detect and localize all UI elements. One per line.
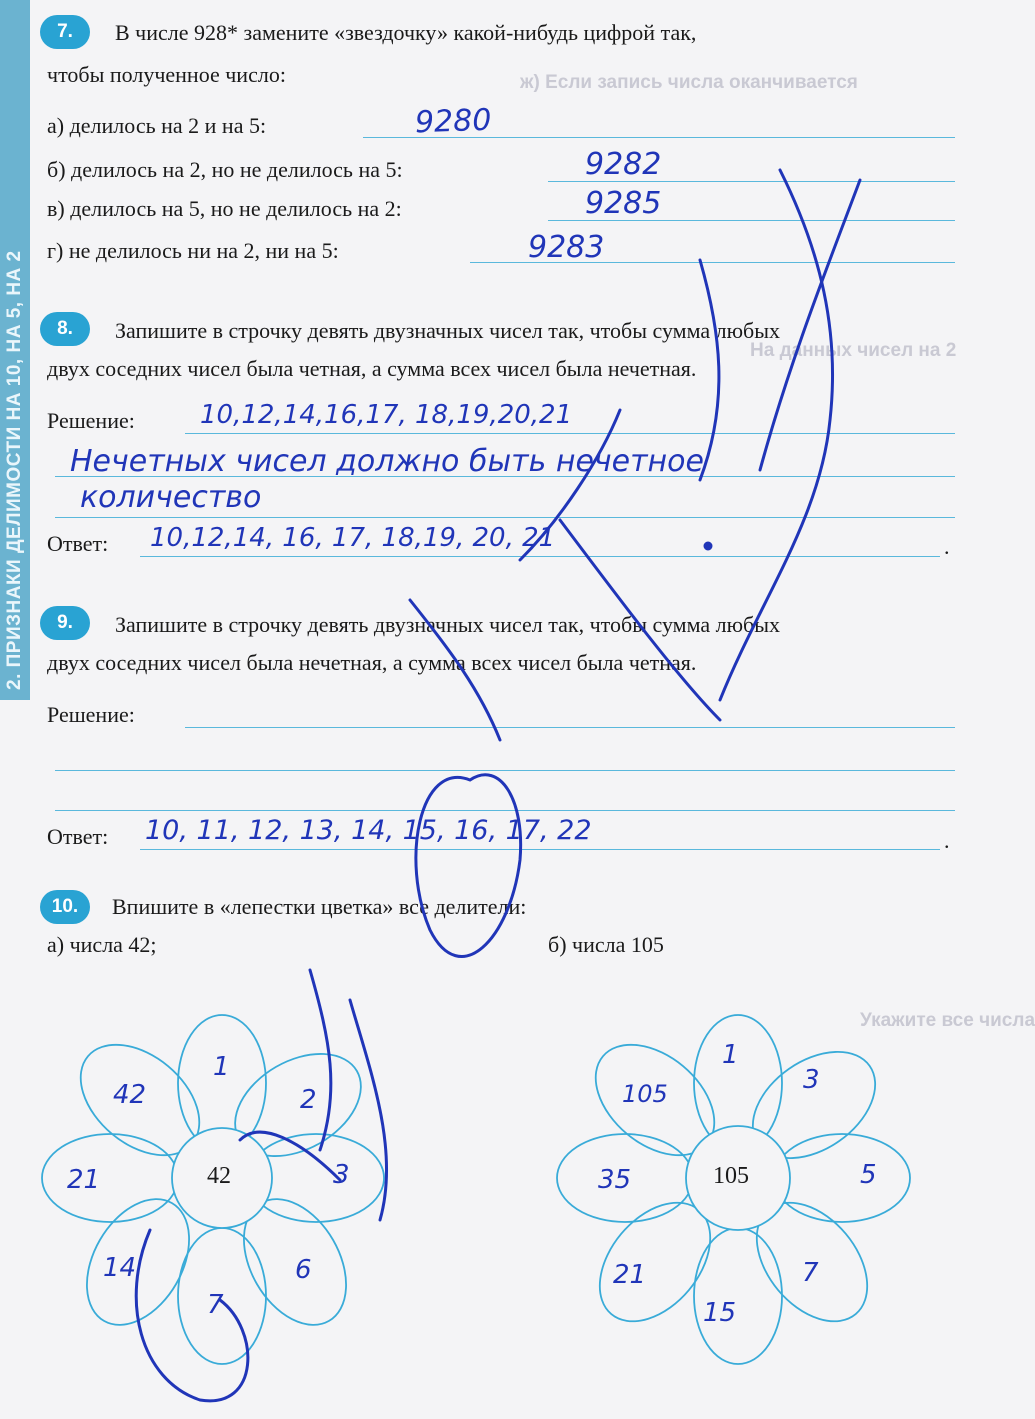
flower-a-petal: 7: [207, 1290, 224, 1320]
task-10a-label: а) числа 42;: [47, 932, 157, 957]
bleed-through-text: Укажите все числа: [860, 1010, 1035, 1031]
flower-b-petal: 7: [802, 1258, 819, 1288]
bleed-through-text: ж) Если запись числа оканчивается: [520, 72, 858, 93]
task-8-solution-label: Решение:: [47, 408, 135, 433]
task-10-number: 10.: [40, 890, 90, 924]
task-9-answer: 10, 11, 12, 13, 14, 15, 16, 17, 22: [145, 815, 592, 846]
flower-a-petal: 2: [300, 1085, 317, 1115]
flower-b-petal: 35: [598, 1165, 632, 1195]
task-8-solution: 10,12,14,16,17, 18,19,20,21: [200, 400, 573, 430]
bleed-through-text: На данных чисел на 2: [750, 340, 957, 361]
flower-a-petal: 1: [213, 1052, 230, 1082]
task-7d-label: г) не делилось ни на 2, ни на 5:: [47, 238, 339, 263]
task-7-text: В числе 928* замените «звездочку» какой-нибудь цифрой так,: [115, 20, 697, 45]
task-9-text: двух соседних чисел была нечетная, а сумма всех чисел была четная.: [47, 650, 697, 675]
task-9-answer-label: Ответ:: [47, 824, 109, 849]
task-8-text: Запишите в строчку девять двузначных чисел так, чтобы сумма любых: [115, 318, 781, 343]
period: .: [944, 534, 950, 559]
chapter-title: 2. ПРИЗНАКИ ДЕЛИМОСТИ НА 10, НА 5, НА 2: [4, 250, 25, 690]
task-7d-answer: 9283: [528, 230, 605, 265]
task-8-explanation: Нечетных чисел должно быть нечетное: [70, 444, 704, 479]
flower-b-petal: 3: [803, 1065, 820, 1095]
flower-a-petal: 21: [67, 1165, 101, 1195]
flower-b-center: 105: [713, 1163, 749, 1189]
task-7a-label: а) делилось на 2 и на 5:: [47, 113, 267, 138]
flower-b-petal: 5: [860, 1160, 877, 1190]
task-8-number: 8.: [40, 312, 90, 346]
task-10-text: Впишите в «лепестки цветка» все делители:: [112, 894, 527, 919]
task-8-text: двух соседних чисел была четная, а сумма всех чисел была нечетная.: [47, 356, 697, 381]
flower-b-petal: 15: [703, 1298, 737, 1328]
task-7c-answer: 9285: [585, 186, 662, 221]
task-8-answer-label: Ответ:: [47, 531, 109, 556]
flower-b-petal: 105: [622, 1080, 668, 1108]
flower-a-center: 42: [207, 1163, 231, 1189]
task-8-answer: 10,12,14, 16, 17, 18,19, 20, 21: [150, 523, 556, 553]
task-7b-answer: 9282: [585, 147, 662, 182]
flower-a-petal: 14: [103, 1253, 137, 1283]
task-9-number: 9.: [40, 606, 90, 640]
flower-a-petal: 6: [295, 1255, 312, 1285]
task-8-explanation: количество: [80, 480, 262, 515]
task-9-text: Запишите в строчку девять двузначных чисел так, чтобы сумма любых: [115, 612, 781, 637]
period: .: [944, 828, 950, 853]
task-10b-label: б) числа 105: [548, 932, 664, 957]
flower-b-petal: 21: [613, 1260, 647, 1290]
task-7-number: 7.: [40, 15, 90, 49]
flower-b-petal: 1: [722, 1040, 739, 1070]
task-7c-label: в) делилось на 5, но не делилось на 2:: [47, 196, 402, 221]
task-7-text: чтобы полученное число:: [47, 62, 286, 87]
flower-a-petal: 3: [333, 1160, 350, 1190]
flower-a-petal: 42: [113, 1080, 147, 1110]
task-9-solution-label: Решение:: [47, 702, 135, 727]
task-7b-label: б) делилось на 2, но не делилось на 5:: [47, 157, 403, 182]
task-7a-answer: 9280: [414, 102, 492, 141]
